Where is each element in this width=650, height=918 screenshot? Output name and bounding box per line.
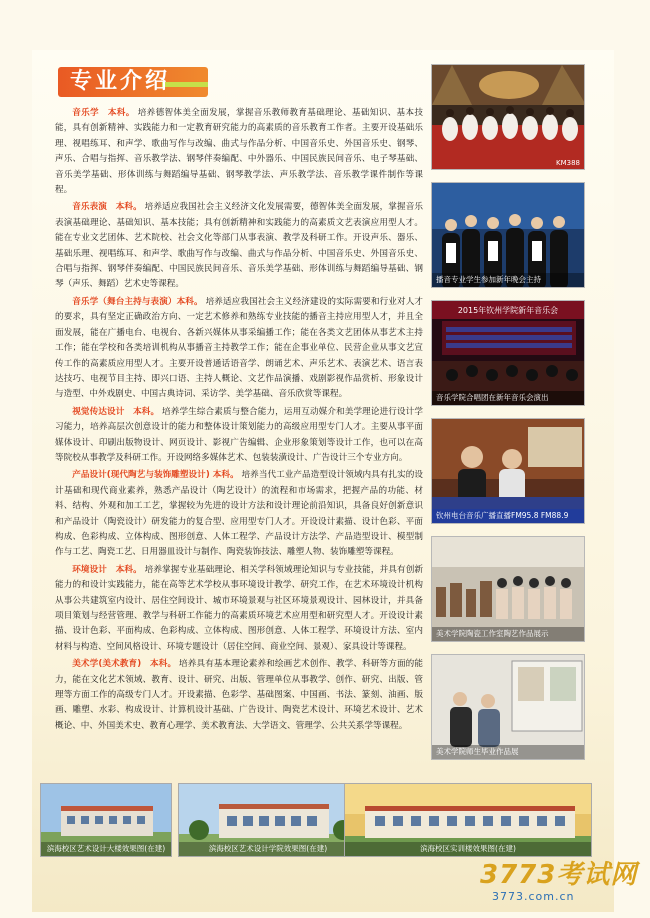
major-description: 培养德智体美全面发展，掌握音乐教师教育基础理论、基础知识、基本技能，具有创新精神、实践能力和一定教育研究能力的高素质的音乐教育工作者。主要开设基础乐理、视唱练耳、和声学、歌曲写作与改编、曲式与作品分析、中国音乐史、外国音乐史、钢琴、声乐、合唱与指挥、音乐教学法、钢琴伴奏编配、中外器乐、中国民族民间音乐、电子琴基础、音乐美学基础、形体训练与舞蹈编导基础、钢琴教学法、声乐教学法、音乐教学课件制作等课程。 [55,108,423,196]
concert-stage-image [432,65,585,170]
major-paragraph [55,563,423,655]
campus-rendering [178,783,358,857]
photo-concert-stage [431,64,585,170]
photo-column [431,64,585,772]
watermark-url: 3773.com.cn [492,890,575,903]
watermark-logo: 3773考试网 [480,860,638,890]
major-description: 培养掌握专业基础理论、相关学科领域理论知识与专业技能，并具有创新能力的和设计实践能力，能在高等艺术学校从事环境设计教学、研究工作，在艺术环境设计机构从事公共建筑室内设计、居住空间设计、城市环境景观与社区环境景观设计、园林设计，并具备项目策划与经营管理、教学与科研工作能力的高素质环境艺术应用型和研究型人才。开设设计素描、设计色彩、平面构成、色彩构成、立体构成、图形创意、人体工程学、环境设计方法、室内材料与构造、空间风格设计、环境专题设计（居住空间、商业空间、景观）、家具设计等课程。 [55,564,423,652]
major-paragraph [55,200,423,292]
photo-caption: 钦州电台音乐广播直播FM95.8 FM88.9 [432,509,584,523]
photo-new-year-concert [431,300,585,406]
campus-renderings-row [40,783,600,858]
major-name: 音乐学 本科。 [72,108,135,118]
major-description: 培养当代工业产品造型设计领域内具有扎实的设计基础和现代商业素养，熟悉产品设计（陶艺设计）的流程和市场需求，把握产品的功能、材料、结构、外观和加工工艺，掌握较为先进的设计方法和设计理论前沿知识，具备良好创新意识和产品设计（陶瓷设计）研发能力的复合型、应用型专门人才。开设设计素描、设计色彩、平面构成、色彩构成、立体构成、图形创意、人体工程学、产品设计方法学、产品造型设计、模型制作与工艺、陶瓷工艺、日用器皿设计与制作、陶瓷装饰技法、雕塑人物、装饰雕塑等课程。 [55,470,423,558]
page-title: 专业介绍 [70,69,171,94]
photo-tag: KM388 [556,159,580,167]
major-description: 培养具有基本理论素养和绘画艺术创作、教学、科研等方面的能力，能在文化艺术领域、教育、设计、研究、出版、管理单位从事教学、创作、研究、出版、管理等方面工作的高级专门人才。开设素描、色彩学、基础图案、中国画、书法、篆刻、油画、版画、雕塑、水彩、构成设计、计算机设计基础、广告设计、陶瓷艺术设计、环境艺术设计、艺术概论、中、外国美术史、教育心理学、美术教育法、大学语文、管理学、公共关系学等课程。 [55,659,423,731]
majors-text-column [55,106,423,734]
major-paragraph [55,106,423,198]
photo-pottery-workshop [431,536,585,642]
major-description: 培养适应我国社会主义经济建设的实际需要和行业对人才的要求，具有坚定正确政治方向、一定艺术修养和熟练专业技能的播音主持应用型人才，并且全面发展，能在广播电台、电视台、各新兴媒体从事采编播工作；能在各类文艺团体从事艺术主持工作；能在学校和各类培训机构从事播音主持教学工作；能在企事业单位、民营企业从事文艺宣传工作的高素质应用型人才。主要开设普通话语音学、朗诵艺术、声乐艺术、表演艺术、语言表达技巧、电视节目主持、即兴口语、主持人概论、文艺作品演播、戏剧影视作品赏析、形象设计与造型、中外戏剧史、中国古典诗词、采访学、美学基础、音乐欣赏等课程。 [55,296,423,400]
major-description: 培养适应我国社会主义经济文化发展需要，德智体美全面发展，掌握音乐表演基础理论、基础知识、基本技能；具有创新精神和实践能力的高素质文艺表演应用型人才。能在专业文艺团体、艺术院校、社会文化等部门从事表演、教学及科研工作。开设声乐、器乐、基础乐理、视唱练耳、和声学、歌曲写作与改编、曲式与作品分析、中国音乐史、外国音乐史、合唱与指挥、钢琴伴奏编配、中国民族民间音乐、音乐美学基础、形体训练与舞蹈编导基础、钢琴（声乐、舞蹈）艺术史等课程。 [55,202,423,290]
photo-group-portrait [431,182,585,288]
major-name: 产品设计(现代陶艺与装饰雕塑设计) 本科。 [72,470,239,481]
campus-rendering [344,783,592,857]
photo-caption: 播音专业学生参加新年晚会主持 [432,273,584,287]
major-name: 音乐学（舞台主持与表演）本科。 [72,296,203,307]
major-paragraph [55,405,423,467]
photo-banner-text: 2015年钦州学院新年音乐会 [457,306,559,315]
major-paragraph [55,468,423,560]
major-name: 音乐表演 本科。 [72,202,142,213]
major-name: 视觉传达设计 本科。 [72,406,160,417]
major-paragraph [55,657,423,734]
photo-art-exhibition [431,654,585,760]
major-name: 美术学(美术教育) 本科。 [72,659,177,670]
campus-caption: 滨海校区艺术设计大楼效果图(在建) [41,842,171,856]
photo-caption: 美术学院师生毕业作品展 [432,745,584,759]
major-description: 培养学生综合素质与整合能力，运用互动媒介和美学理论进行设计学习能力，培养高层次创意设计的能力和整体设计策划能力的高级应用型专门人才。主要从事平面媒体设计、印刷出版物设计、网页设计、影视广告编辑、企业形象策划等设计工作，也可以在高等院校从事教学及科研工作。开设网络多媒体艺术、包装装潢设计、广告设计三个专业方向。 [55,406,423,463]
campus-caption: 滨海校区实训楼效果图(在建) [345,842,591,856]
photo-caption: 音乐学院合唱团在新年音乐会演出 [432,391,584,405]
campus-caption: 滨海校区艺术设计学院效果图(在建) [179,842,357,856]
campus-rendering [40,783,172,857]
photo-caption: 美术学院陶瓷工作室陶艺作品展示 [432,627,584,641]
major-paragraph [55,295,423,403]
major-name: 环境设计 本科。 [72,564,142,575]
photo-radio-studio [431,418,585,524]
